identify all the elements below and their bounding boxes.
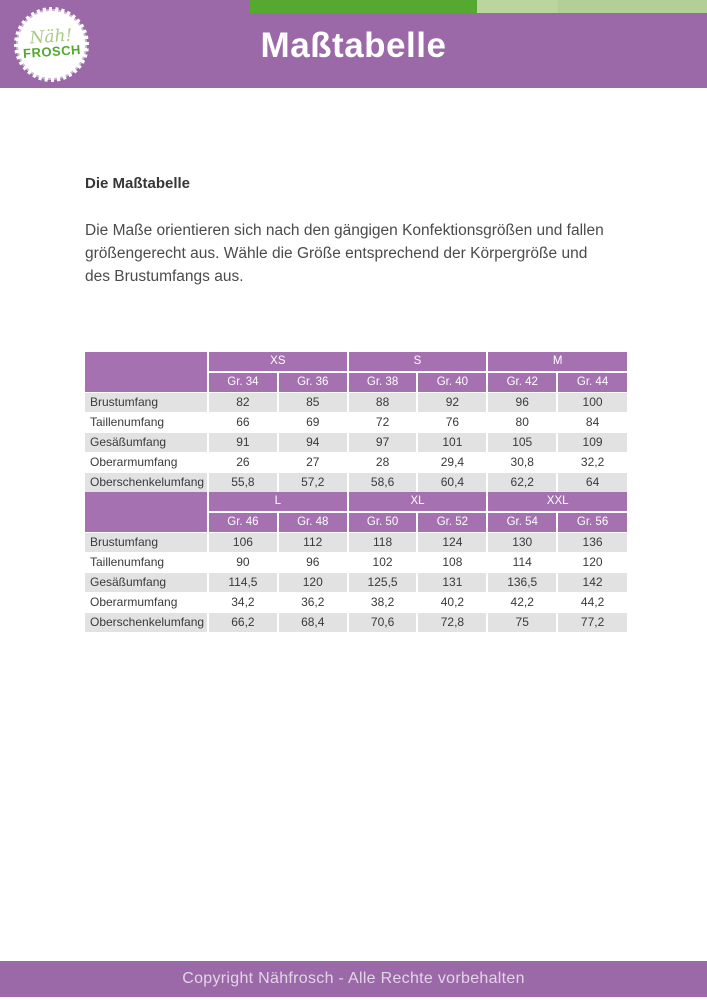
- table-row: [85, 393, 627, 413]
- measure-label: Oberarmumfang: [85, 593, 208, 613]
- logo-script-text: Näh!: [28, 25, 74, 49]
- measure-value: 136: [557, 533, 627, 553]
- measure-value: 88: [348, 393, 418, 413]
- measure-value: 101: [417, 433, 487, 453]
- size-header: Gr. 36: [278, 372, 348, 393]
- measure-label: Brustumfang: [85, 393, 208, 413]
- measure-value: 70,6: [348, 613, 418, 633]
- size-header: Gr. 42: [487, 372, 557, 393]
- measure-value: 90: [208, 553, 278, 573]
- copyright-text: Copyright Nähfrosch - Alle Rechte vorbehalten: [182, 970, 525, 987]
- measure-value: 114,5: [208, 573, 278, 593]
- measure-value: 72,8: [417, 613, 487, 633]
- top-accent-bar-light-green: [477, 0, 558, 13]
- measure-value: 92: [417, 393, 487, 413]
- table-corner-cell: [85, 492, 208, 533]
- size-header: Gr. 54: [487, 512, 557, 533]
- measure-value: 28: [348, 453, 418, 473]
- table-row: [85, 533, 627, 553]
- size-group-header: XS: [208, 352, 348, 372]
- measure-value: 58,6: [348, 473, 418, 493]
- table-row: [85, 613, 627, 633]
- table-corner-cell: [85, 352, 208, 393]
- measure-label: Brustumfang: [85, 533, 208, 553]
- measure-value: 108: [417, 553, 487, 573]
- measure-value: 118: [348, 533, 418, 553]
- table-row: [85, 433, 627, 453]
- measure-value: 96: [278, 553, 348, 573]
- measure-value: 72: [348, 413, 418, 433]
- measure-value: 131: [417, 573, 487, 593]
- logo-brand-text: FROSCH: [22, 41, 82, 61]
- size-header: Gr. 52: [417, 512, 487, 533]
- measure-value: 44,2: [557, 593, 627, 613]
- measure-value: 62,2: [487, 473, 557, 493]
- measure-value: 105: [487, 433, 557, 453]
- measure-label: Gesäßumfang: [85, 573, 208, 593]
- size-group-header: XL: [348, 492, 488, 512]
- measure-value: 34,2: [208, 593, 278, 613]
- measure-value: 130: [487, 533, 557, 553]
- measure-value: 97: [348, 433, 418, 453]
- measure-value: 77,2: [557, 613, 627, 633]
- table-row: [85, 413, 627, 433]
- measure-value: 36,2: [278, 593, 348, 613]
- measure-value: 85: [278, 393, 348, 413]
- measure-value: 142: [557, 573, 627, 593]
- table-row: [85, 573, 627, 593]
- measure-label: Gesäßumfang: [85, 433, 208, 453]
- size-header: Gr. 48: [278, 512, 348, 533]
- measure-value: 91: [208, 433, 278, 453]
- measure-value: 82: [208, 393, 278, 413]
- table-row: [85, 453, 627, 473]
- size-group-header: S: [348, 352, 488, 372]
- measure-value: 66: [208, 413, 278, 433]
- intro-paragraph: Die Maße orientieren sich nach den gängigen Konfektionsgrößen und fallen größengerecht aus. Wähle die Größe entsprechend der Körpergröße und des Brustumfangs aus.: [85, 222, 604, 285]
- intro-heading: Die Maßtabelle: [85, 175, 191, 192]
- measure-value: 69: [278, 413, 348, 433]
- size-group-header: M: [487, 352, 627, 372]
- measure-value: 29,4: [417, 453, 487, 473]
- table-row: [85, 553, 627, 573]
- size-group-header: L: [208, 492, 348, 512]
- measure-value: 30,8: [487, 453, 557, 473]
- measure-value: 38,2: [348, 593, 418, 613]
- size-group-header: XXL: [487, 492, 627, 512]
- footer-bar: [0, 961, 707, 997]
- measurement-table-xs-s-m: [85, 352, 627, 492]
- top-accent-bar-lighter-green: [558, 0, 707, 13]
- measure-value: 40,2: [417, 593, 487, 613]
- header-banner: [0, 0, 707, 88]
- measure-value: 32,2: [557, 453, 627, 473]
- size-header: Gr. 34: [208, 372, 278, 393]
- measure-value: 66,2: [208, 613, 278, 633]
- measure-value: 120: [278, 573, 348, 593]
- size-header: Gr. 40: [417, 372, 487, 393]
- measure-value: 64: [557, 473, 627, 493]
- measure-value: 96: [487, 393, 557, 413]
- page-title: Maßtabelle: [260, 26, 447, 65]
- measure-label: Oberarmumfang: [85, 453, 208, 473]
- measure-value: 68,4: [278, 613, 348, 633]
- size-header: Gr. 56: [557, 512, 627, 533]
- measure-value: 125,5: [348, 573, 418, 593]
- table-row: [85, 593, 627, 613]
- measure-label: Oberschenkelumfang: [85, 473, 208, 493]
- size-header: Gr. 44: [557, 372, 627, 393]
- measure-value: 76: [417, 413, 487, 433]
- measure-value: 100: [557, 393, 627, 413]
- table-row: [85, 473, 627, 493]
- measure-value: 112: [278, 533, 348, 553]
- measure-value: 136,5: [487, 573, 557, 593]
- measure-value: 27: [278, 453, 348, 473]
- measure-value: 84: [557, 413, 627, 433]
- measure-label: Oberschenkelumfang: [85, 613, 208, 633]
- size-header: Gr. 38: [348, 372, 418, 393]
- measure-value: 120: [557, 553, 627, 573]
- measure-value: 124: [417, 533, 487, 553]
- measure-value: 55,8: [208, 473, 278, 493]
- measure-value: 80: [487, 413, 557, 433]
- measure-value: 60,4: [417, 473, 487, 493]
- measure-value: 26: [208, 453, 278, 473]
- size-header: Gr. 50: [348, 512, 418, 533]
- measure-value: 94: [278, 433, 348, 453]
- size-header: Gr. 46: [208, 512, 278, 533]
- size-group-header-row: [85, 492, 627, 512]
- top-accent-bar-dark-green: [250, 0, 477, 13]
- measure-label: Taillenumfang: [85, 553, 208, 573]
- size-group-header-row: [85, 352, 627, 372]
- measurement-table-l-xl-xxl: [85, 492, 627, 632]
- measure-value: 75: [487, 613, 557, 633]
- measure-value: 114: [487, 553, 557, 573]
- measure-value: 106: [208, 533, 278, 553]
- measure-value: 42,2: [487, 593, 557, 613]
- measure-value: 57,2: [278, 473, 348, 493]
- measure-value: 102: [348, 553, 418, 573]
- measure-value: 109: [557, 433, 627, 453]
- measure-label: Taillenumfang: [85, 413, 208, 433]
